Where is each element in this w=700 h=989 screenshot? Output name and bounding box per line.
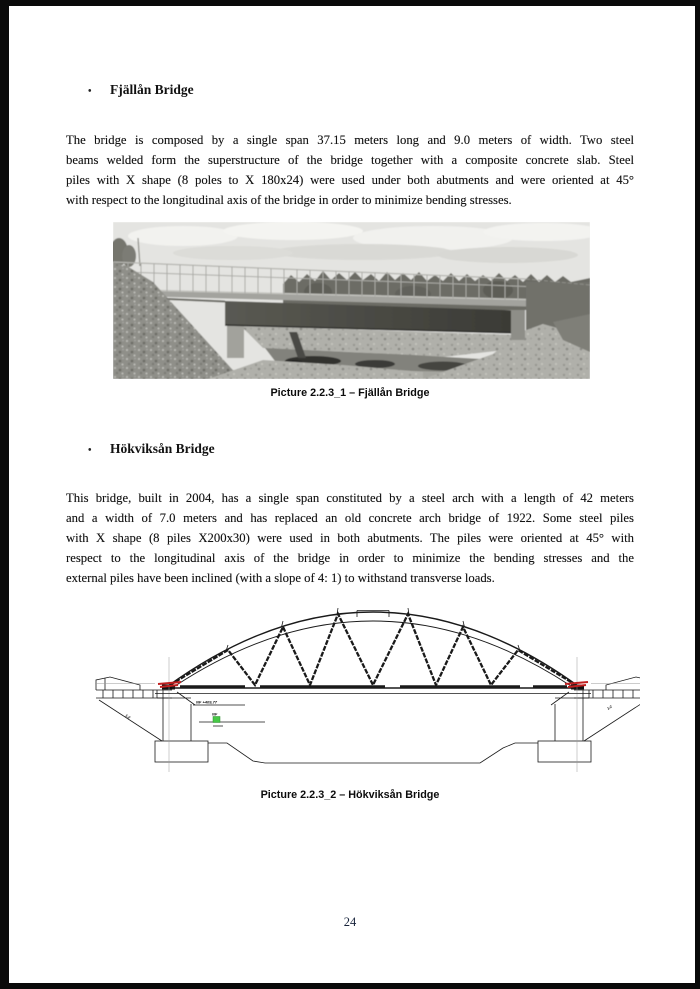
- bullet-icon: •: [88, 445, 92, 456]
- section-heading-hokviksan: [66, 441, 634, 457]
- drawing-deck: [155, 687, 591, 694]
- caption-fjallan: Picture 2.2.3_1 – Fjällån Bridge: [270, 387, 430, 399]
- paragraph-line: The bridge is composed by a single span 37.15 meters long and 9.0 meters of width. Two steel: [66, 133, 634, 147]
- paragraph-line: beams welded form the superstructure of the bridge together with a composite concrete slab. Steel: [66, 153, 634, 167]
- elevation-label-upper: NF +409,77: [196, 699, 218, 705]
- document-page: [9, 6, 695, 983]
- drawing-arch: [168, 608, 578, 686]
- paragraph-hokviksan: [66, 488, 634, 588]
- paragraph-line: and a width of 7.0 meters and has replaced an old concrete arch bridge of 1922. Some steel piles: [66, 511, 634, 525]
- paragraph-line: respect to the longitudinal axis of the bridge in order to minimize the bending stresses and the: [66, 551, 634, 565]
- bridge-drawing-svg: [95, 600, 640, 777]
- bullet-icon: •: [88, 86, 92, 97]
- fjallan-bridge-photo: [113, 222, 590, 379]
- elevation-label-lower: NF: [212, 711, 218, 717]
- elevation-marker-green: [213, 717, 220, 723]
- paragraph-line: This bridge, built in 2004, has a single span constituted by a steel arch with a length of 42 meters: [66, 491, 634, 505]
- drawing-left-abutment: [95, 657, 208, 772]
- drawing-truss-diagonals: [170, 614, 576, 685]
- slope-label-right: 1:2: [606, 704, 613, 711]
- heading-text-hokviksan: Hökviksån Bridge: [110, 441, 215, 456]
- bridge-photo-svg: [113, 222, 590, 379]
- slope-label-left: 1:2: [124, 713, 131, 720]
- section-heading-fjallan: [66, 82, 634, 98]
- paragraph-fjallan: [66, 130, 634, 210]
- paragraph-line: with X shape (8 piles X200x30) were used in both abutments. The piles were oriented at 45° with: [66, 531, 634, 545]
- drawing-riverbed: [208, 743, 538, 763]
- heading-text-fjallan: Fjällån Bridge: [110, 82, 194, 97]
- page-number: 24: [343, 915, 357, 929]
- paragraph-line: external piles have been inclined (with a slope of 4: 1) to withstand transverse loads.: [66, 571, 495, 585]
- hokviksan-bridge-drawing: [95, 600, 640, 777]
- caption-hokviksan: Picture 2.2.3_2 – Hökviksån Bridge: [260, 789, 440, 801]
- drawing-annotations: [193, 705, 265, 726]
- paragraph-line: piles with X shape (8 poles to X 180x24) were used under both abutments and were oriented at 45°: [66, 173, 634, 187]
- paragraph-line: with respect to the longitudinal axis of the bridge in order to minimize bending stresses.: [66, 193, 512, 207]
